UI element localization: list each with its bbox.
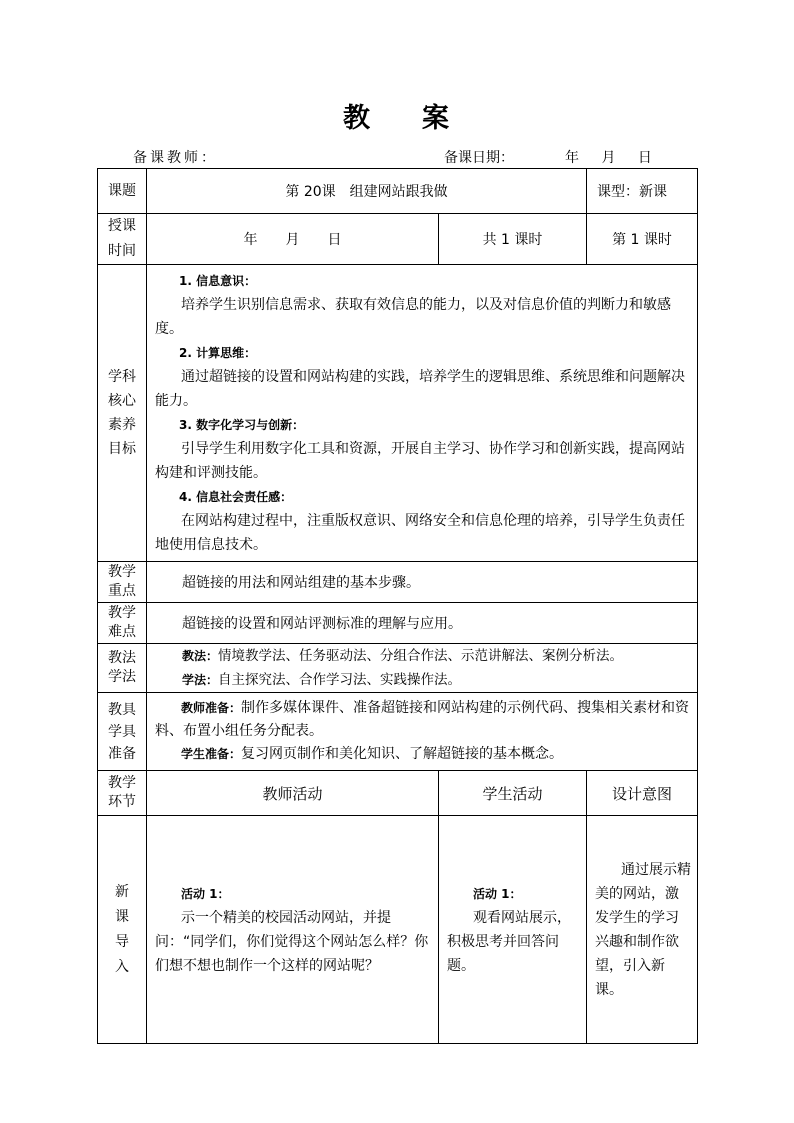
page-title [0, 96, 794, 135]
intro-label [98, 816, 147, 1044]
row-process-header [98, 771, 698, 816]
materials-label-line: 准备 [108, 745, 136, 762]
teacher-prep-label: 教师准备： [181, 701, 242, 715]
learning-methods-label: 学法： [182, 673, 219, 687]
teacher-activity-heading: 活动 1： [181, 886, 230, 901]
topic-label: 课题 [98, 169, 147, 214]
intro-label-line: 入 [115, 958, 129, 975]
student-activity-heading: 活动 1： [473, 886, 522, 901]
teacher-prep-text: 制作多媒体课件、准备超链接和网站构建的示例代码、搜集相关素材和资料、布置小组任务分配表。 [155, 700, 690, 739]
row-materials [98, 693, 698, 771]
key-points-label-line: 教学 [108, 564, 136, 580]
row-core-literacy [98, 265, 698, 562]
learning-methods [182, 668, 697, 692]
student-prep [155, 743, 691, 766]
literacy-text: 在网站构建过程中，注重版权意识、网络安全和信息伦理的培养，引导学生负责任地使用信息技术。 [155, 513, 685, 553]
title-char-2: 案 [422, 103, 451, 134]
row-difficulties [98, 603, 698, 644]
literacy-label-line: 目标 [108, 441, 136, 457]
student-prep-text: 复习网页制作和美化知识、了解超链接的基本概念。 [241, 746, 564, 762]
row-intro [98, 816, 698, 1044]
key-points-label-line: 重点 [108, 583, 136, 599]
methods-label-line: 学法 [108, 669, 136, 685]
row-methods [98, 644, 698, 693]
current-hour: 第 1 课时 [587, 214, 698, 265]
literacy-label-line: 核心 [108, 393, 136, 409]
difficulties-label [98, 603, 147, 644]
difficulties-text: 超链接的设置和网站评测标准的理解与应用。 [147, 603, 698, 644]
literacy-label [98, 265, 147, 562]
process-label-line: 环节 [108, 794, 136, 810]
time-label-line-2: 时间 [108, 243, 136, 259]
literacy-content [147, 265, 698, 562]
time-label [98, 214, 147, 265]
literacy-label-line: 学科 [108, 369, 136, 385]
methods-label [98, 644, 147, 693]
literacy-text: 培养学生识别信息需求、获取有效信息的能力，以及对信息价值的判断力和敏感度。 [155, 297, 671, 337]
materials-label [98, 693, 147, 771]
intro-teacher-activity [147, 816, 439, 1044]
teaching-methods-text: 情境教学法、任务驱动法、分组合作法、示范讲解法、案例分析法。 [218, 648, 624, 664]
time-label-line-1: 授课 [108, 218, 136, 234]
methods-content [147, 644, 698, 693]
row-key-points [98, 562, 698, 603]
literacy-heading: 3. 数字化学习与创新： [179, 418, 305, 432]
intro-student-activity [439, 816, 587, 1044]
intro-label-line: 新 [115, 883, 129, 900]
key-points-label [98, 562, 147, 603]
col-student-activity: 学生活动 [439, 771, 587, 816]
intro-label-line: 课 [115, 908, 129, 925]
total-hours: 共 1 课时 [439, 214, 587, 265]
process-label-line: 教学 [108, 775, 136, 791]
date-label: 备课日期： [444, 150, 514, 166]
title-char-1: 教 [343, 103, 372, 134]
time-value: 年 月 日 [147, 214, 439, 265]
materials-label-line: 教具 [108, 701, 136, 718]
row-topic [98, 169, 698, 214]
topic-value: 第 20课 组建网站跟我做 [147, 169, 587, 214]
lesson-type: 课型：新课 [587, 169, 698, 214]
teaching-methods [182, 644, 697, 668]
process-label [98, 771, 147, 816]
col-teacher-activity: 教师活动 [147, 771, 439, 816]
student-prep-label: 学生准备： [181, 747, 242, 761]
learning-methods-text: 自主探究法、合作学习法、实践操作法。 [218, 672, 462, 688]
teacher-label: 备课教师： [133, 150, 218, 166]
design-intent-text: 通过展示精美的网站，激发学生的学习兴趣和制作欲望，引入新课。 [595, 861, 692, 998]
literacy-heading: 2. 计算思维： [179, 346, 257, 360]
teacher-activity-text: 示一个精美的校园活动网站，并提问：“同学们，你们觉得这个网站怎么样？你们想不想也制作一个这样的网站呢？ [155, 909, 429, 974]
materials-label-line: 学具 [108, 723, 136, 740]
intro-label-line: 导 [115, 933, 129, 950]
row-time [98, 214, 698, 265]
literacy-heading: 4. 信息社会责任感： [179, 490, 293, 504]
methods-label-line: 教法 [108, 650, 136, 666]
col-design-intent: 设计意图 [587, 771, 698, 816]
literacy-text: 引导学生利用数字化工具和资源，开展自主学习、协作学习和创新实践，提高网站构建和评测技能。 [155, 441, 685, 481]
lesson-plan-table [97, 168, 698, 1044]
intro-design-intent [587, 816, 698, 1044]
student-activity-text: 观看网站展示，积极思考并回答问题。 [447, 909, 571, 974]
literacy-text: 通过超链接的设置和网站构建的实践，培养学生的逻辑思维、系统思维和问题解决能力。 [155, 369, 685, 409]
literacy-heading: 1. 信息意识： [179, 274, 257, 288]
literacy-label-line: 素养 [108, 417, 136, 433]
teaching-methods-label: 教法： [182, 649, 219, 663]
difficulties-label-line: 难点 [108, 624, 136, 640]
materials-content [147, 693, 698, 771]
key-points-text: 超链接的用法和网站组建的基本步骤。 [147, 562, 698, 603]
teacher-prep [155, 697, 691, 743]
date-value: 年 月 日 [565, 150, 652, 166]
difficulties-label-line: 教学 [108, 605, 136, 621]
